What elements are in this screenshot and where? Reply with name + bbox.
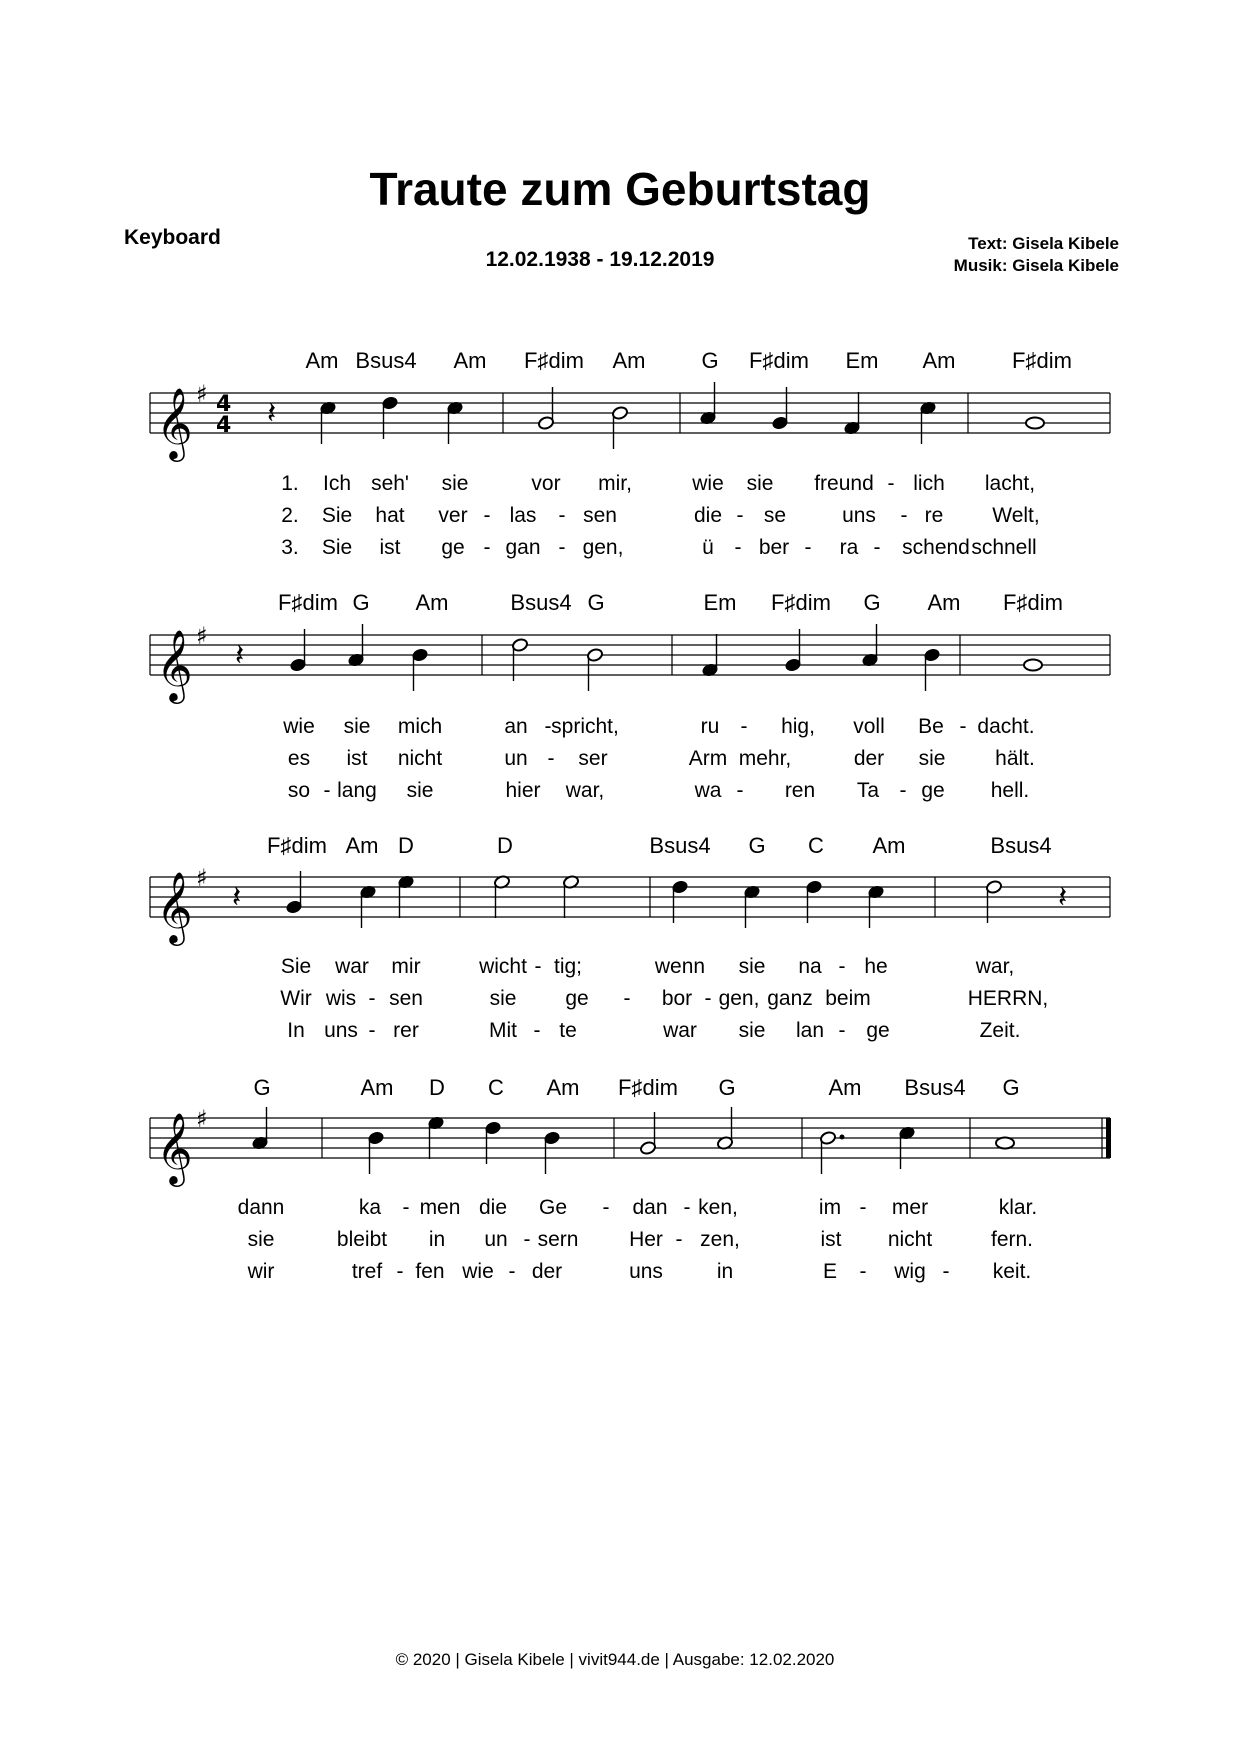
whole-note xyxy=(996,1138,1014,1149)
lyric-syllable: - xyxy=(602,1196,610,1219)
lyric-syllable: sie xyxy=(746,472,774,495)
lyric-syllable: Ich xyxy=(322,472,352,495)
lyric-syllable: - xyxy=(368,987,376,1010)
lyric-syllable: Sie xyxy=(321,536,353,559)
lyric-syllable: hält. xyxy=(995,747,1035,770)
lyric-syllable: - xyxy=(544,715,552,738)
key-signature-sharp-icon: ♯ xyxy=(196,1105,208,1133)
lyric-syllable: der xyxy=(853,747,885,770)
chord-symbol: Am xyxy=(546,1075,580,1100)
lyric-syllable: un xyxy=(504,747,528,770)
lyric-syllable: lang xyxy=(337,779,377,802)
lyric-syllable: Ta xyxy=(856,779,880,802)
chord-symbol: F♯dim xyxy=(278,590,338,615)
lyric-syllable: - xyxy=(323,779,331,802)
chord-symbol: F♯dim xyxy=(524,348,584,373)
lyric-syllable: es xyxy=(287,747,311,770)
staff-system-1 xyxy=(150,348,1110,559)
lyric-syllable: schnell xyxy=(971,536,1037,559)
lyric-syllable: - xyxy=(675,1228,683,1251)
treble-clef-icon: 𝄞 xyxy=(156,386,193,459)
footer-copyright: © 2020 | Gisela Kibele | vivit944.de | Ausgabe: 12.02.2020 xyxy=(395,1650,835,1669)
lyric-syllable: ra xyxy=(839,536,859,559)
lyric-syllable: Ge xyxy=(538,1196,568,1219)
lyric-syllable: rer xyxy=(393,1019,419,1042)
lyric-syllable: die xyxy=(693,504,723,527)
lyric-syllable: vor xyxy=(531,472,561,495)
lyric-syllable: mer xyxy=(891,1196,929,1219)
lyric-syllable: - xyxy=(942,1260,950,1283)
lyric-syllable: bleibt xyxy=(336,1228,388,1251)
lyric-syllable: - xyxy=(547,747,555,770)
lyric-syllable: se xyxy=(763,504,787,527)
lyric-syllable: ken, xyxy=(698,1196,738,1219)
lyric-syllable: der xyxy=(531,1260,563,1283)
chord-symbol: Bsus4 xyxy=(649,833,711,858)
lyric-syllable: sen xyxy=(583,504,617,527)
lyric-syllable: las xyxy=(509,504,537,527)
lyric-syllable: hier xyxy=(505,779,541,802)
lyric-syllable: E xyxy=(822,1260,838,1283)
time-signature-numerator: 4 xyxy=(216,392,232,417)
treble-clef-icon: 𝄞 xyxy=(156,628,193,701)
lyric-syllable: - xyxy=(683,1196,691,1219)
lyric-syllable: 3. xyxy=(281,536,299,559)
lyric-syllable: sie xyxy=(406,779,434,802)
lyric-syllable: ganz xyxy=(767,987,813,1010)
lyric-syllable: war, xyxy=(975,955,1015,978)
chord-symbol: Am xyxy=(305,348,339,373)
lyric-syllable: - xyxy=(533,1019,541,1042)
chord-symbol: G xyxy=(718,1075,736,1100)
lyric-syllable: men xyxy=(419,1196,461,1219)
lyric-syllable: wig xyxy=(894,1260,926,1283)
chord-symbol: Bsus4 xyxy=(355,348,417,373)
lyric-syllable: - xyxy=(740,715,748,738)
lyric-syllable: ver xyxy=(438,504,468,527)
chord-symbol: Am xyxy=(453,348,487,373)
lyric-syllable: sie xyxy=(343,715,371,738)
lyric-syllable: so xyxy=(287,779,311,802)
text-credit: Text: Gisela Kibele xyxy=(968,234,1119,253)
lyric-syllable: Sie xyxy=(280,955,312,978)
lyric-syllable: tig; xyxy=(553,955,583,978)
lyric-syllable: fen xyxy=(415,1260,445,1283)
chord-symbol: Am xyxy=(927,590,961,615)
lyric-syllable: gen, xyxy=(582,536,624,559)
lyric-syllable: re xyxy=(924,504,944,527)
lyric-syllable: uns xyxy=(842,504,876,527)
chord-symbol: Am xyxy=(828,1075,862,1100)
lyric-syllable: mir, xyxy=(598,472,632,495)
chord-symbol: C xyxy=(488,1075,504,1100)
lyric-syllable: wie xyxy=(283,715,315,738)
lyric-syllable: dacht. xyxy=(977,715,1035,738)
lyric-syllable: - xyxy=(900,504,908,527)
lyric-syllable: Her xyxy=(629,1228,663,1251)
lyric-syllable: war xyxy=(335,955,369,978)
chord-symbol: Am xyxy=(872,833,906,858)
lyric-syllable: - xyxy=(508,1260,516,1283)
chord-symbol: G xyxy=(253,1075,271,1100)
lyric-syllable: sie xyxy=(918,747,946,770)
lyric-syllable: un xyxy=(484,1228,508,1251)
lyric-syllable: - xyxy=(859,1196,867,1219)
chord-symbol: D xyxy=(497,833,513,858)
lyric-syllable: - xyxy=(483,536,491,559)
lyric-syllable: bor xyxy=(661,987,693,1010)
chord-symbol: F♯dim xyxy=(618,1075,678,1100)
lyric-syllable: lich xyxy=(913,472,945,495)
lyric-syllable: sie xyxy=(738,1019,766,1042)
chord-symbol: Am xyxy=(922,348,956,373)
lyric-syllable: sie xyxy=(738,955,766,978)
chord-symbol: Am xyxy=(360,1075,394,1100)
quarter-rest-icon: 𝄽 xyxy=(235,638,245,673)
key-signature-sharp-icon: ♯ xyxy=(196,380,208,408)
lyric-syllable: dann xyxy=(237,1196,285,1219)
lyric-syllable: in xyxy=(716,1260,734,1283)
lyric-syllable: lan xyxy=(795,1019,825,1042)
chord-symbol: Bsus4 xyxy=(990,833,1052,858)
instrument-label: Keyboard xyxy=(124,226,221,249)
lyric-syllable: gan xyxy=(505,536,541,559)
chord-symbol: F♯dim xyxy=(267,833,327,858)
lyric-syllable: wicht xyxy=(479,955,527,978)
lyric-syllable: in xyxy=(428,1228,446,1251)
lyric-syllable: uns xyxy=(629,1260,663,1283)
lyric-syllable: voll xyxy=(853,715,885,738)
lyric-syllable: tref xyxy=(351,1260,383,1283)
lyric-syllable: fern. xyxy=(990,1228,1034,1251)
lyric-syllable: ist xyxy=(820,1228,842,1251)
lyric-syllable: - xyxy=(704,987,712,1010)
chord-symbol: C xyxy=(808,833,824,858)
chord-symbol: Em xyxy=(703,590,737,615)
lyric-syllable: hig, xyxy=(781,715,815,738)
treble-clef-icon: 𝄞 xyxy=(156,1111,193,1184)
chord-symbol: D xyxy=(398,833,414,858)
lyric-syllable: wa xyxy=(694,779,722,802)
lyric-syllable: - xyxy=(899,779,907,802)
lyric-syllable: - xyxy=(558,536,566,559)
chord-symbol: Em xyxy=(845,348,879,373)
lyric-syllable: nicht xyxy=(887,1228,933,1251)
chord-symbol: Am xyxy=(415,590,449,615)
lyric-syllable: seh' xyxy=(371,472,409,495)
staff-system-2 xyxy=(150,590,1110,802)
lyric-syllable: wis xyxy=(325,987,357,1010)
lyric-syllable: ist xyxy=(346,747,368,770)
quarter-rest-icon: 𝄽 xyxy=(1058,880,1068,915)
lyric-syllable: - xyxy=(804,536,812,559)
lyric-syllable: die xyxy=(478,1196,508,1219)
lyric-syllable: gen, xyxy=(718,987,760,1010)
lyric-syllable: an xyxy=(504,715,528,738)
lyric-syllable: ru xyxy=(700,715,720,738)
song-title: Traute zum Geburtstag xyxy=(369,163,871,215)
lyric-syllable: ber xyxy=(758,536,790,559)
lyric-syllable: ge xyxy=(866,1019,890,1042)
lyric-syllable: sie xyxy=(247,1228,275,1251)
staff-system-4 xyxy=(150,1075,1111,1283)
final-barline-thick xyxy=(1106,1118,1111,1158)
lyric-syllable: na xyxy=(798,955,822,978)
chord-symbol: G xyxy=(1002,1075,1020,1100)
lyric-syllable: wie xyxy=(692,472,724,495)
chord-symbol: F♯dim xyxy=(749,348,809,373)
lyric-syllable: te xyxy=(559,1019,577,1042)
lyric-syllable: ge xyxy=(921,779,945,802)
lyric-syllable: spricht, xyxy=(551,715,619,738)
chord-symbol: G xyxy=(701,348,719,373)
lyric-syllable: - xyxy=(838,1019,846,1042)
lyric-syllable: war xyxy=(663,1019,697,1042)
lyric-syllable: klar. xyxy=(998,1196,1038,1219)
chord-symbol: Am xyxy=(612,348,646,373)
quarter-rest-icon: 𝄽 xyxy=(232,880,242,915)
lyric-syllable: mich xyxy=(397,715,443,738)
lyric-syllable: - xyxy=(959,715,967,738)
lyric-syllable: ü xyxy=(702,536,714,559)
staff-system-3 xyxy=(150,833,1110,1042)
chord-symbol: G xyxy=(352,590,370,615)
chord-symbol: G xyxy=(748,833,766,858)
lyric-syllable: schend xyxy=(902,536,970,559)
lyric-syllable: wir xyxy=(247,1260,275,1283)
lyric-syllable: Wir xyxy=(280,987,312,1010)
lyric-syllable: - xyxy=(838,955,846,978)
chord-symbol: G xyxy=(863,590,881,615)
whole-note xyxy=(1024,660,1042,671)
key-signature-sharp-icon: ♯ xyxy=(196,864,208,892)
lyric-syllable: ge xyxy=(441,536,465,559)
lyric-syllable: ge xyxy=(565,987,589,1010)
lyric-syllable: ist xyxy=(379,536,401,559)
lyric-syllable: HERRN, xyxy=(967,987,1049,1010)
lyric-syllable: 2. xyxy=(281,504,299,527)
chord-symbol: Bsus4 xyxy=(904,1075,966,1100)
lyric-syllable: Welt, xyxy=(992,504,1040,527)
chord-symbol: F♯dim xyxy=(1012,348,1072,373)
lyric-syllable: mehr, xyxy=(738,747,792,770)
lyric-syllable: ser xyxy=(578,747,608,770)
lyric-syllable: mir xyxy=(391,955,421,978)
lyric-syllable: uns xyxy=(324,1019,358,1042)
lyric-syllable: Be xyxy=(918,715,944,738)
chord-symbol: Am xyxy=(345,833,379,858)
lyric-syllable: hell. xyxy=(990,779,1030,802)
lyric-syllable: - xyxy=(873,536,881,559)
lyric-syllable: hat xyxy=(375,504,405,527)
lyric-syllable: war, xyxy=(565,779,605,802)
lyric-syllable: Arm xyxy=(688,747,728,770)
lyric-syllable: sie xyxy=(489,987,517,1010)
lyric-syllable: - xyxy=(368,1019,376,1042)
lyric-syllable: sie xyxy=(441,472,469,495)
chord-symbol: D xyxy=(429,1075,445,1100)
lyric-syllable: sern xyxy=(537,1228,579,1251)
lyric-syllable: im xyxy=(818,1196,842,1219)
life-dates: 12.02.1938 - 19.12.2019 xyxy=(485,248,715,271)
lyric-syllable: - xyxy=(558,504,566,527)
lyric-syllable: ren xyxy=(784,779,816,802)
lyric-syllable: - xyxy=(623,987,631,1010)
lyric-syllable: Zeit. xyxy=(979,1019,1021,1042)
lyric-syllable: - xyxy=(736,504,744,527)
whole-note xyxy=(1026,418,1044,429)
lyric-syllable: - xyxy=(734,536,742,559)
lyric-syllable: - xyxy=(396,1260,404,1283)
lyric-syllable: dan xyxy=(632,1196,668,1219)
lyric-syllable: - xyxy=(887,472,895,495)
lyric-syllable: keit. xyxy=(992,1260,1032,1283)
time-signature-denominator: 4 xyxy=(216,413,232,438)
chord-symbol: F♯dim xyxy=(1003,590,1063,615)
lyric-syllable: Sie xyxy=(321,504,353,527)
lyric-syllable: beim xyxy=(825,987,871,1010)
lyric-syllable: wenn xyxy=(654,955,706,978)
lyric-syllable: he xyxy=(864,955,888,978)
lyric-syllable: lacht, xyxy=(984,472,1036,495)
lyric-syllable: zen, xyxy=(700,1228,740,1251)
lyric-syllable: - xyxy=(534,955,542,978)
lyric-syllable: ka xyxy=(358,1196,382,1219)
chord-symbol: F♯dim xyxy=(771,590,831,615)
chord-symbol: G xyxy=(587,590,605,615)
lyric-syllable: - xyxy=(523,1228,531,1251)
lyric-syllable: In xyxy=(287,1019,305,1042)
key-signature-sharp-icon: ♯ xyxy=(196,622,208,650)
lyric-syllable: freund xyxy=(814,472,874,495)
treble-clef-icon: 𝄞 xyxy=(156,870,193,943)
lyric-syllable: sen xyxy=(389,987,423,1010)
lyric-syllable: - xyxy=(402,1196,410,1219)
chord-symbol: Bsus4 xyxy=(510,590,572,615)
lyric-syllable: - xyxy=(859,1260,867,1283)
lyric-syllable: Mit xyxy=(489,1019,517,1042)
lyric-syllable: wie xyxy=(462,1260,494,1283)
lyric-syllable: - xyxy=(483,504,491,527)
lyric-syllable: nicht xyxy=(397,747,443,770)
lyric-syllable: - xyxy=(736,779,744,802)
lyric-syllable: 1. xyxy=(281,472,299,495)
augmentation-dot xyxy=(840,1135,845,1140)
music-credit: Musik: Gisela Kibele xyxy=(953,256,1119,275)
quarter-rest-icon: 𝄽 xyxy=(267,396,277,431)
